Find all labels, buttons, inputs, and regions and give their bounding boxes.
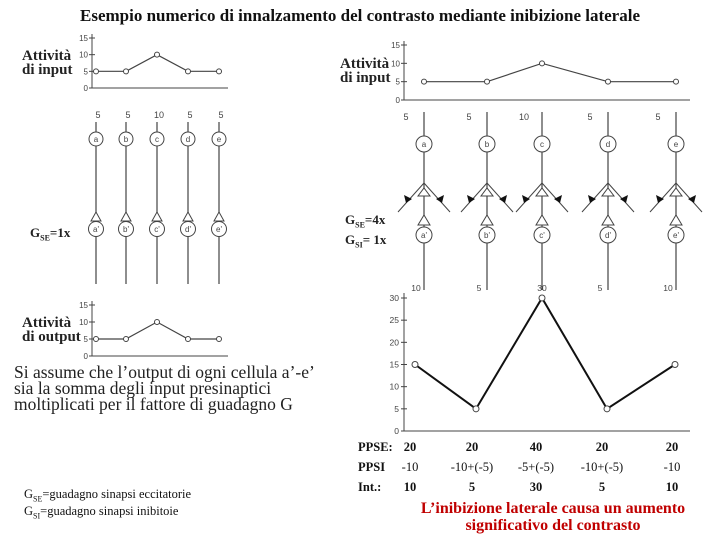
left-input-cell-letter: c	[155, 135, 159, 144]
right-lateral-branch	[582, 183, 608, 212]
right-excitatory-synapse	[418, 215, 430, 225]
right-output-column-value: 5	[476, 283, 482, 293]
result-chart-tick-label: 25	[389, 315, 399, 326]
right-input-cell-letter: e	[673, 140, 679, 149]
right-input-cell-letter: c	[540, 140, 544, 149]
right-output-column-value: 10	[663, 283, 673, 293]
right-lateral-branch	[676, 183, 702, 212]
result-chart-tick-label: 0	[394, 426, 399, 436]
right-lateral-branch	[516, 183, 542, 212]
right-input-label-line2: di input	[340, 70, 391, 86]
table-cell: -10+(-5)	[580, 460, 624, 474]
legend-si-text: =guadagno sinapsi inibitoie	[40, 504, 179, 518]
left-output-cell-letter: a'	[93, 225, 99, 234]
result-chart-point	[672, 362, 678, 368]
left-input-chart-point	[124, 69, 129, 74]
legend-si-sub: SI	[33, 511, 41, 521]
right-gain-si-sub: SI	[355, 240, 363, 250]
left-column-input-value: 5	[125, 110, 131, 120]
left-input-chart-tick-label: 15	[79, 34, 88, 43]
right-inhibitory-synapse	[588, 195, 596, 203]
right-output-column-value: 30	[537, 283, 547, 293]
left-input-chart-point	[217, 69, 222, 74]
result-chart-tick-label: 20	[389, 337, 399, 348]
left-output-chart-tick-label: 5	[83, 335, 88, 344]
right-gain-se-sub: SE	[355, 220, 365, 230]
table-cell: 5	[468, 480, 476, 494]
right-lateral-branch	[424, 183, 450, 212]
right-branch-synapse-open	[536, 188, 548, 196]
right-gain-si-value: = 1x	[362, 232, 387, 247]
result-chart-tick-label: 30	[389, 293, 399, 303]
ppse-row-label: PPSE:	[358, 440, 393, 454]
ppsi-row-label: PPSI	[358, 460, 386, 474]
right-input-chart-tick-label: 15	[391, 41, 400, 50]
result-chart-point	[604, 406, 610, 412]
right-input-cell-letter: d	[605, 140, 611, 149]
left-input-cell-letter: b	[123, 135, 129, 144]
right-input-label-line1: Attività	[340, 56, 390, 72]
right-excitatory-synapse	[536, 215, 548, 225]
result-chart-tick-label: 5	[394, 403, 399, 414]
legend-se-sub: SE	[33, 494, 43, 504]
result-chart-tick-label: 15	[389, 359, 399, 370]
right-lateral-branch	[650, 183, 676, 212]
legend-se-symbol: G	[24, 487, 34, 501]
left-column-input-value: 5	[95, 110, 101, 120]
right-inhibitory-synapse	[404, 195, 412, 203]
left-output-chart-point	[94, 337, 99, 342]
table-cell: -10	[663, 460, 681, 474]
left-gain-value: =1x	[49, 225, 71, 240]
right-gain-se-value: =4x	[364, 212, 386, 227]
right-input-chart-tick-label: 10	[391, 59, 400, 69]
left-input-cell-letter: a	[93, 135, 99, 144]
right-output-column-value: 10	[411, 283, 421, 293]
table-cell: 20	[403, 440, 417, 454]
left-gain-sub: SE	[40, 233, 50, 243]
right-lateral-branch	[461, 183, 487, 212]
table-cell: 40	[529, 440, 543, 454]
left-input-chart-tick-label: 10	[79, 50, 88, 60]
left-input-chart-tick-label: 0	[83, 84, 88, 93]
right-input-chart-point	[606, 79, 611, 84]
left-output-chart-point	[155, 320, 160, 325]
table-cell: 20	[465, 440, 479, 454]
right-column-input-value: 5	[403, 112, 409, 122]
left-output-chart-tick-label: 0	[83, 352, 88, 361]
left-output-chart-point	[186, 337, 191, 342]
right-input-chart-line	[424, 63, 676, 81]
table-cell: 30	[529, 480, 543, 494]
left-output-chart-tick-label: 10	[79, 318, 88, 327]
left-input-cell-letter: d	[185, 135, 191, 144]
right-inhibitory-synapse	[467, 195, 475, 203]
right-gain-se-symbol: G	[345, 212, 356, 227]
left-output-chart-point	[217, 337, 222, 342]
left-output-cell-letter: c'	[154, 225, 160, 234]
right-lateral-branch	[542, 183, 568, 212]
right-gain-si-symbol: G	[345, 232, 356, 247]
left-excitatory-synapse	[152, 212, 162, 221]
right-branch-synapse-open	[418, 188, 430, 196]
right-inhibitory-synapse	[620, 195, 628, 203]
result-chart-line	[415, 298, 675, 409]
right-excitatory-synapse	[481, 215, 493, 225]
table-cell: 20	[595, 440, 609, 454]
explanation-paragraph: Si assume che l’output di ogni cellula a’-e’ sia la somma degli input presinaptici moltiplicati per il fattore di guadagno G	[14, 362, 314, 414]
right-column-input-value: 5	[655, 112, 661, 122]
table-cell: 10	[665, 480, 679, 494]
left-input-chart-point	[186, 69, 191, 74]
right-input-cell-letter: a	[421, 140, 427, 149]
right-input-cell-letter: b	[484, 140, 490, 149]
right-output-cell-letter: d'	[605, 231, 611, 240]
right-lateral-branch	[608, 183, 634, 212]
table-cell: -5+(-5)	[517, 460, 555, 474]
left-excitatory-synapse	[183, 212, 193, 221]
right-column-input-value: 10	[518, 112, 530, 122]
table-cell: -10+(-5)	[450, 460, 494, 474]
left-output-cell-letter: e'	[216, 225, 222, 234]
left-excitatory-synapse	[214, 212, 224, 221]
left-input-chart-tick-label: 5	[83, 67, 88, 77]
left-column-input-value: 5	[218, 110, 224, 120]
right-inhibitory-synapse	[499, 195, 507, 203]
right-output-cell-letter: a'	[421, 231, 427, 240]
right-input-chart-point	[422, 79, 427, 84]
right-inhibitory-synapse	[554, 195, 562, 203]
left-output-label-line2: di output	[22, 329, 81, 345]
result-chart-point	[412, 362, 418, 368]
right-branch-synapse-open	[481, 188, 493, 196]
right-column-input-value: 5	[587, 112, 593, 122]
right-inhibitory-synapse	[656, 195, 664, 203]
right-excitatory-synapse	[670, 215, 682, 225]
slide-title: Esempio numerico di innalzamento del contrasto mediante inibizione laterale	[79, 6, 640, 25]
right-branch-synapse-open	[670, 188, 682, 196]
left-input-cell-letter: e	[216, 135, 222, 144]
right-lateral-branch	[487, 183, 513, 212]
right-output-column-value: 5	[597, 283, 603, 293]
result-chart-point	[539, 295, 545, 301]
right-input-chart-tick-label: 5	[395, 77, 400, 87]
right-lateral-branch	[398, 183, 424, 212]
left-excitatory-synapse	[91, 212, 101, 221]
table-cell: 10	[403, 480, 417, 494]
left-output-cell-letter: b'	[123, 225, 129, 234]
left-output-label-line1: Attività	[22, 315, 72, 331]
left-output-chart-point	[124, 337, 129, 342]
legend-se-text: =guadagno sinapsi eccitatorie	[42, 487, 192, 501]
right-output-cell-letter: b'	[484, 231, 490, 240]
left-output-chart-tick-label: 15	[79, 301, 88, 310]
right-output-cell-letter: e'	[673, 231, 679, 240]
right-input-chart-tick-label: 0	[395, 96, 400, 105]
left-input-chart-point	[94, 69, 99, 74]
left-column-input-value: 5	[187, 110, 193, 120]
left-output-cell-letter: d'	[185, 225, 191, 234]
right-output-cell-letter: c'	[539, 231, 545, 240]
left-input-chart-point	[155, 52, 160, 57]
table-cell: -10	[401, 460, 419, 474]
right-branch-synapse-open	[602, 188, 614, 196]
table-cell: 5	[598, 480, 606, 494]
left-input-label-line2: di input	[22, 62, 73, 78]
left-excitatory-synapse	[121, 212, 131, 221]
result-chart-tick-label: 10	[389, 381, 399, 392]
right-input-chart-point	[485, 79, 490, 84]
right-inhibitory-synapse	[522, 195, 530, 203]
result-chart-point	[473, 406, 479, 412]
int-row-label: Int.:	[358, 480, 382, 494]
left-input-label-line1: Attività	[22, 48, 72, 64]
right-input-chart-point	[674, 79, 679, 84]
left-column-input-value: 10	[153, 110, 165, 120]
right-inhibitory-synapse	[436, 195, 444, 203]
left-gain-symbol: G	[30, 225, 41, 240]
right-inhibitory-synapse	[688, 195, 696, 203]
right-input-chart-point	[540, 61, 545, 66]
legend-si-symbol: G	[24, 504, 34, 518]
table-cell: 20	[665, 440, 679, 454]
conclusion-text: L’inibizione laterale causa un aumento significativo del contrasto	[420, 500, 686, 534]
right-excitatory-synapse	[602, 215, 614, 225]
right-column-input-value: 5	[466, 112, 472, 122]
